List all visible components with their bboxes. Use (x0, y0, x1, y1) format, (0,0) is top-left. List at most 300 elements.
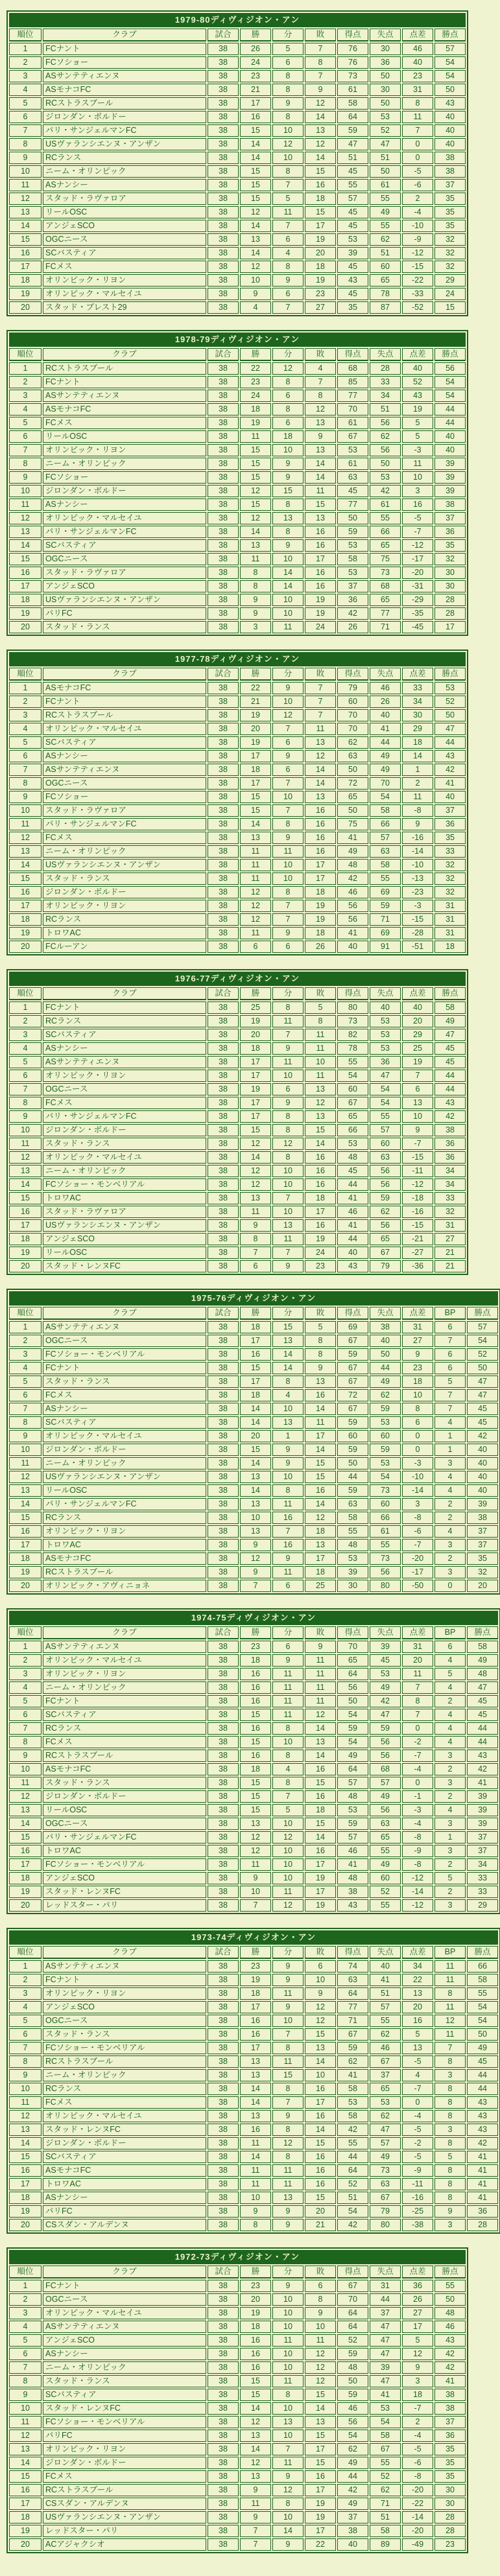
stat-cell: 38 (208, 682, 239, 694)
stat-cell: 50 (435, 84, 466, 96)
column-header: 失点 (370, 348, 401, 361)
stat-cell: 61 (337, 84, 368, 96)
column-header: 得点 (337, 1307, 368, 1320)
stat-cell: 11 (272, 1668, 304, 1680)
stat-cell: 49 (467, 1654, 498, 1667)
column-header: 順位 (9, 29, 42, 41)
column-header: 試合 (208, 348, 239, 361)
stat-cell: 38 (208, 111, 239, 123)
stat-cell: 11 (272, 1015, 304, 1027)
rank-cell: 19 (9, 2525, 42, 2537)
stat-cell: -12 (402, 1178, 433, 1191)
stat-cell: 14 (272, 2525, 304, 2537)
stat-cell: 15 (240, 471, 271, 484)
stat-cell: 45 (435, 1056, 466, 1068)
table-row (9, 2443, 466, 2455)
stat-cell: 13 (305, 124, 336, 137)
stat-cell: 8 (272, 1151, 304, 1164)
stat-cell: 15 (240, 2389, 271, 2401)
stat-cell: 38 (208, 736, 239, 749)
table-row (9, 621, 466, 633)
stat-cell: 0 (402, 152, 433, 164)
stat-cell: 38 (208, 594, 239, 606)
column-header: BP (435, 1626, 466, 1639)
stat-cell: 8 (240, 2219, 271, 2231)
stat-cell: 9 (272, 2538, 304, 2551)
stat-cell: 40 (337, 2538, 368, 2551)
table-row (9, 1042, 466, 1055)
stat-cell: 15 (305, 2389, 336, 2401)
stat-cell: 8 (272, 498, 304, 511)
stat-cell: 2 (435, 1790, 466, 1803)
stat-cell: -8 (402, 1512, 433, 1524)
stat-cell: 53 (370, 1029, 401, 1041)
stat-cell: 38 (208, 2083, 239, 2095)
club-cell: ASモナコFC (43, 2164, 206, 2177)
stat-cell: 16 (305, 2164, 336, 2177)
stat-cell: 0 (402, 1777, 433, 1789)
stat-cell: -2 (402, 1736, 433, 1748)
table-row (9, 2055, 498, 2068)
table-row (9, 1192, 466, 1204)
stat-cell: 38 (208, 2498, 239, 2510)
rank-cell: 5 (9, 417, 42, 429)
stat-cell: 61 (370, 179, 401, 191)
stat-cell: 15 (240, 193, 271, 205)
club-cell: パリ・サンジェルマンFC (43, 1831, 206, 1844)
stat-cell: 66 (467, 1960, 498, 1973)
stat-cell: 13 (305, 736, 336, 749)
table-row (9, 913, 466, 926)
club-cell: ニーム・オリンピック (43, 458, 206, 470)
stat-cell: 18 (305, 1566, 336, 1578)
table-row (9, 2069, 498, 2081)
column-header: 敗 (305, 1307, 336, 1320)
stat-cell: 43 (337, 1260, 368, 1272)
stat-cell: 61 (370, 498, 401, 511)
stat-cell: 31 (402, 84, 433, 96)
stat-cell: 64 (337, 2164, 368, 2177)
stat-cell: 5 (272, 43, 304, 55)
stat-cell: 38 (208, 84, 239, 96)
rank-cell: 7 (9, 1083, 42, 1095)
stat-cell: 38 (208, 376, 239, 388)
stat-cell: 85 (337, 376, 368, 388)
stat-cell: 20 (305, 2205, 336, 2218)
stat-cell: 8 (272, 261, 304, 273)
stat-cell: 31 (370, 2280, 401, 2292)
stat-cell: 42 (370, 485, 401, 497)
stat-cell: 11 (435, 1960, 466, 1973)
rank-cell: 3 (9, 1987, 42, 2000)
club-cell: オリンピック・リヨン (43, 1668, 206, 1680)
stat-cell: 32 (435, 872, 466, 885)
stat-cell: 30 (402, 709, 433, 721)
season-title: 1978-79ディヴィジオン・アン (9, 333, 466, 347)
stat-cell: 11 (240, 859, 271, 871)
stat-cell: 77 (337, 2001, 368, 2013)
stat-cell: 56 (337, 900, 368, 912)
stat-cell: 13 (240, 1818, 271, 1830)
stat-cell: 38 (208, 1335, 239, 1347)
stat-cell: 18 (305, 1804, 336, 1816)
column-header: 分 (272, 668, 304, 681)
stat-cell: 14 (305, 1722, 336, 1735)
stat-cell: 38 (208, 1124, 239, 1136)
stat-cell: 25 (402, 1042, 433, 1055)
stat-cell: 53 (337, 444, 368, 456)
stat-cell: -4 (402, 206, 433, 218)
stat-cell: -10 (402, 859, 433, 871)
stat-cell: 9 (240, 607, 271, 620)
rank-cell: 4 (9, 1681, 42, 1694)
stat-cell: 13 (272, 1219, 304, 1232)
stat-cell: 43 (435, 750, 466, 762)
table-row (9, 1029, 466, 1041)
stat-cell: 47 (467, 1681, 498, 1694)
stat-cell: 64 (337, 1763, 368, 1775)
stat-cell: 11 (272, 1886, 304, 1898)
column-header: 点差 (402, 29, 433, 41)
stat-cell: 62 (337, 2055, 368, 2068)
stat-cell: 11 (272, 2055, 304, 2068)
stat-cell: 6 (272, 736, 304, 749)
stat-cell: 5 (272, 1804, 304, 1816)
stat-cell: 14 (240, 1416, 271, 1429)
rank-cell: 17 (9, 1219, 42, 1232)
stat-cell: 55 (370, 1899, 401, 1912)
club-cell: CSスダン・アルデンヌ (43, 2219, 206, 2231)
stat-cell: 18 (272, 430, 304, 443)
stat-cell: 30 (337, 1580, 368, 1592)
table-row (9, 2151, 498, 2163)
stat-cell: 49 (370, 206, 401, 218)
club-cell: RCストラスブール (43, 2484, 206, 2496)
table-row (9, 723, 466, 735)
stat-cell: 11 (402, 1668, 433, 1680)
stat-cell: 42 (337, 872, 368, 885)
stat-cell: 16 (305, 2151, 336, 2163)
rank-cell: 10 (9, 485, 42, 497)
table-row (9, 2137, 498, 2149)
stat-cell: 53 (337, 233, 368, 246)
stat-cell: -8 (402, 1831, 433, 1844)
stat-cell: 10 (240, 1886, 271, 1898)
stat-cell: 55 (370, 193, 401, 205)
table-row (9, 2293, 466, 2306)
stat-cell: 44 (435, 417, 466, 429)
stat-cell: 36 (435, 1138, 466, 1150)
column-header: 敗 (305, 348, 336, 361)
stat-cell: 10 (272, 2015, 304, 2027)
stat-cell: 38 (208, 1348, 239, 1361)
stat-cell: 38 (208, 485, 239, 497)
club-cell: スタッド・レンヌFC (43, 2124, 206, 2136)
rank-cell: 3 (9, 1348, 42, 1361)
rank-cell: 15 (9, 1831, 42, 1844)
stat-cell: 38 (208, 1654, 239, 1667)
rank-cell: 9 (9, 471, 42, 484)
column-header: 敗 (305, 668, 336, 681)
table-row (9, 376, 466, 388)
stat-cell: 50 (370, 70, 401, 82)
table-row (9, 2511, 466, 2523)
rank-cell: 1 (9, 1641, 42, 1653)
rank-cell: 9 (9, 2389, 42, 2401)
stat-cell: 38 (208, 471, 239, 484)
stat-cell: 10 (272, 1872, 304, 1884)
stat-cell: 9 (305, 2307, 336, 2319)
stat-cell: 32 (435, 553, 466, 565)
stat-cell: 15 (305, 2028, 336, 2041)
stat-cell: 65 (370, 594, 401, 606)
table-row (9, 777, 466, 790)
rank-cell: 2 (9, 2293, 42, 2306)
stat-cell: 13 (305, 512, 336, 524)
column-header: 分 (272, 1626, 304, 1639)
stat-cell: 47 (337, 138, 368, 150)
stat-cell: 13 (240, 539, 271, 552)
stat-cell: 8 (305, 390, 336, 402)
stat-cell: 55 (370, 872, 401, 885)
column-header: 得点 (337, 29, 368, 41)
stat-cell: 2 (435, 1512, 466, 1524)
table-row (9, 485, 466, 497)
stat-cell: 8 (272, 1777, 304, 1789)
stat-cell: 15 (305, 498, 336, 511)
stat-cell: 36 (370, 56, 401, 69)
stat-cell: 15 (305, 1471, 336, 1483)
stat-cell: 8 (272, 376, 304, 388)
stat-cell: 14 (305, 1750, 336, 1762)
club-cell: FCナント (43, 1974, 206, 1986)
stat-cell: -7 (402, 1138, 433, 1150)
stat-cell: 47 (370, 2124, 401, 2136)
column-header: 分 (272, 987, 304, 1000)
stat-cell: 53 (370, 1042, 401, 1055)
stat-cell: 18 (240, 764, 271, 776)
stat-cell: 9 (272, 682, 304, 694)
column-header: 失点 (370, 668, 401, 681)
stat-cell: 21 (305, 2219, 336, 2231)
stat-cell: 67 (337, 430, 368, 443)
club-cell: OGCニース (43, 233, 206, 246)
stat-cell: 37 (467, 1845, 498, 1857)
club-cell: FCナント (43, 696, 206, 708)
stat-cell: 13 (305, 1376, 336, 1388)
stat-cell: 50 (370, 97, 401, 110)
stat-cell: 14 (305, 1138, 336, 1150)
stat-cell: 40 (337, 941, 368, 953)
stat-cell: 23 (305, 288, 336, 300)
stat-cell: 75 (337, 818, 368, 830)
stat-cell: 58 (467, 1974, 498, 1986)
stat-cell: -14 (402, 1886, 433, 1898)
stat-cell: 54 (370, 791, 401, 803)
rank-cell: 7 (9, 2361, 42, 2374)
stat-cell: 9 (272, 2470, 304, 2483)
club-cell: オリンピック・マルセイユ (43, 1151, 206, 1164)
table-row (9, 1552, 498, 1565)
table-row (9, 2015, 498, 2027)
club-cell: ジロンダン・ボルドー (43, 1444, 206, 1456)
stat-cell: 10 (272, 859, 304, 871)
stat-cell: -13 (402, 872, 433, 885)
stat-cell: 35 (435, 220, 466, 232)
stat-cell: -14 (402, 845, 433, 858)
club-cell: ASモナコFC (43, 84, 206, 96)
stat-cell: 8 (435, 2110, 466, 2122)
stat-cell: -5 (402, 2124, 433, 2136)
table-row (9, 111, 466, 123)
stat-cell: -12 (402, 1872, 433, 1884)
rank-cell: 5 (9, 736, 42, 749)
stat-cell: 14 (240, 152, 271, 164)
stat-cell: 11 (240, 1858, 271, 1871)
stat-cell: 56 (370, 1178, 401, 1191)
stat-cell: 36 (435, 2430, 466, 2442)
rank-cell: 6 (9, 1389, 42, 1401)
stat-cell: 56 (337, 1681, 368, 1694)
stat-cell: 24 (305, 1247, 336, 1259)
stat-cell: 38 (208, 56, 239, 69)
stat-cell: 47 (370, 2334, 401, 2347)
rank-cell: 1 (9, 1001, 42, 1014)
stat-cell: 18 (402, 736, 433, 749)
stat-cell: 38 (208, 2511, 239, 2523)
stat-cell: 38 (208, 417, 239, 429)
rank-cell: 8 (9, 777, 42, 790)
stat-cell: 57 (370, 832, 401, 844)
stat-cell: 4 (402, 2069, 433, 2081)
stat-cell: 2 (435, 1858, 466, 1871)
stat-cell: 38 (208, 886, 239, 898)
stat-cell: 41 (337, 1858, 368, 1871)
stat-cell: 3 (240, 621, 271, 633)
table-row (9, 1763, 498, 1775)
rank-cell: 3 (9, 2307, 42, 2319)
stat-cell: 61 (370, 1525, 401, 1538)
stat-cell: 44 (370, 1362, 401, 1374)
stat-cell: 16 (305, 1219, 336, 1232)
stat-cell: 38 (208, 2219, 239, 2231)
club-cell: スタッド・レンヌFC (43, 1886, 206, 1898)
stat-cell: 35 (435, 2457, 466, 2469)
stat-cell: 17 (240, 97, 271, 110)
stat-cell: 38 (208, 2069, 239, 2081)
table-row (9, 2001, 498, 2013)
stat-cell: 11 (240, 553, 271, 565)
column-header: 得点 (337, 987, 368, 1000)
stat-cell: 32 (435, 233, 466, 246)
column-header: 点差 (402, 1946, 433, 1959)
stat-cell: 49 (337, 845, 368, 858)
club-cell: トロワAC (43, 1192, 206, 1204)
stat-cell: 12 (272, 2484, 304, 2496)
stat-cell: 66 (337, 1124, 368, 1136)
club-cell: ASモナコFC (43, 1763, 206, 1775)
stat-cell: 33 (435, 845, 466, 858)
table-row (9, 804, 466, 817)
table-row (9, 97, 466, 110)
stat-cell: 9 (272, 2280, 304, 2292)
stat-cell: 57 (467, 1321, 498, 1333)
rank-cell: 2 (9, 376, 42, 388)
stat-cell: -20 (402, 2484, 433, 2496)
stat-cell: 11 (240, 2137, 271, 2149)
stat-cell: 53 (370, 2096, 401, 2109)
club-cell: スタッド・ランス (43, 1777, 206, 1789)
table-row (9, 682, 466, 694)
stat-cell: -15 (402, 1219, 433, 1232)
club-cell: ASサンテティエンヌ (43, 2321, 206, 2333)
column-header: 失点 (370, 1626, 401, 1639)
stat-cell: 12 (240, 261, 271, 273)
stat-cell: 10 (272, 2511, 304, 2523)
stat-cell: 16 (240, 1668, 271, 1680)
stat-cell: 9 (240, 2205, 271, 2218)
rank-cell: 17 (9, 2498, 42, 2510)
stat-cell: 66 (370, 526, 401, 538)
rank-cell: 16 (9, 247, 42, 259)
stat-cell: 73 (370, 1484, 401, 1497)
club-cell: SCバスティア (43, 247, 206, 259)
rank-cell: 20 (9, 301, 42, 314)
stat-cell: -5 (402, 2443, 433, 2455)
stat-cell: 50 (337, 512, 368, 524)
stat-cell: 48 (337, 1872, 368, 1884)
stat-cell: 0 (402, 1722, 433, 1735)
stat-cell: 9 (240, 1219, 271, 1232)
stat-cell: 53 (370, 471, 401, 484)
rank-cell: 18 (9, 594, 42, 606)
stat-cell: 15 (240, 1777, 271, 1789)
column-header: クラブ (43, 348, 206, 361)
stat-cell: 53 (337, 1552, 368, 1565)
stat-cell: 38 (208, 1668, 239, 1680)
stat-cell: 7 (272, 1247, 304, 1259)
table-row (9, 1818, 498, 1830)
stat-cell: 33 (467, 1872, 498, 1884)
stat-cell: -15 (402, 261, 433, 273)
stat-cell: 40 (467, 1444, 498, 1456)
club-cell: リールOSC (43, 1484, 206, 1497)
stat-cell: 11 (305, 1070, 336, 1082)
table-row (9, 872, 466, 885)
stat-cell: 76 (337, 56, 368, 69)
stat-cell: 13 (305, 444, 336, 456)
table-row (9, 1804, 498, 1816)
stat-cell: 53 (337, 1804, 368, 1816)
stat-cell: 38 (208, 2028, 239, 2041)
stat-cell: -29 (402, 594, 433, 606)
rank-cell: 2 (9, 1335, 42, 1347)
stat-cell: 41 (337, 1192, 368, 1204)
stat-cell: 3 (402, 2375, 433, 2387)
club-cell: オリンピック・リヨン (43, 1525, 206, 1538)
stat-cell: 15 (305, 1777, 336, 1789)
stat-cell: 26 (370, 696, 401, 708)
stat-cell: 10 (240, 274, 271, 287)
stat-cell: 40 (370, 1960, 401, 1973)
stat-cell: 38 (208, 804, 239, 817)
stat-cell: 55 (435, 2280, 466, 2292)
rank-cell: 11 (9, 179, 42, 191)
club-cell: RCストラスブール (43, 2055, 206, 2068)
stat-cell: 55 (370, 1110, 401, 1123)
stat-cell: 38 (208, 1974, 239, 1986)
stat-cell: 38 (208, 2321, 239, 2333)
